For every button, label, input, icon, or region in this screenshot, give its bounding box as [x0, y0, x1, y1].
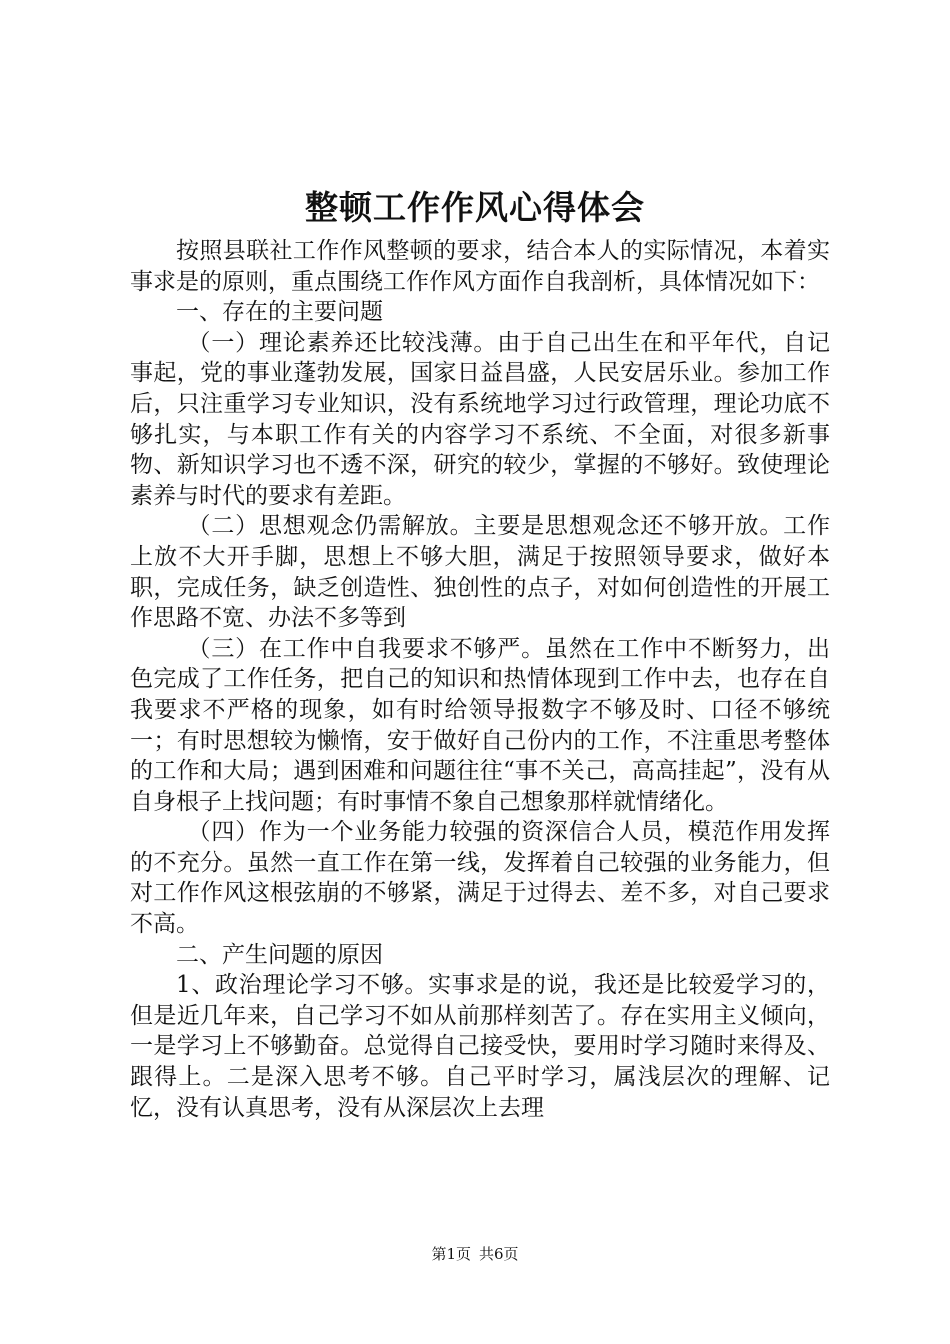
problem-paragraph-1: （一）理论素养还比较浅薄。由于自己出生在和平年代，自记事起，党的事业蓬勃发展，国家日益昌盛，人民安居乐业。参加工作后，只注重学习专业知识，没有系统地学习过行政管理，理论功底不够扎实，与本职工作有关的内容学习不系统、不全面，对很多新事物、新知识学习也不透不深，研究的较少，掌握的不够好。致使理论素养与时代的要求有差距。 [130, 329, 830, 509]
page-number: 第1页 [431, 1245, 471, 1263]
intro-paragraph: 按照县联社工作作风整顿的要求，结合本人的实际情况，本着实事求是的原则，重点围绕工作作风方面作自我剖析，具体情况如下： [130, 238, 830, 295]
problem-paragraph-3: （三）在工作中自我要求不够严。虽然在工作中不断努力，出色完成了工作任务，把自己的知识和热情体现到工作中去，也存在自我要求不严格的现象，如有时给领导报数字不够及时、口径不够统一；有时思想较为懒惰，安于做好自己份内的工作，不注重思考整体的工作和大局；遇到困难和问题往往“事不关己，高高挂起”，没有从自身根子上找问题；有时事情不象自己想象那样就情绪化。 [130, 635, 830, 815]
page-total: 共6页 [479, 1245, 519, 1263]
document-body [130, 236, 830, 1123]
cause-paragraph-1: 1、政治理论学习不够。实事求是的说，我还是比较爱学习的，但是近几年来，自己学习不如从前那样刻苦了。存在实用主义倾向，一是学习上不够勤奋。总觉得自己接受快，要用时学习随时来得及、跟得上。二是深入思考不够。自己平时学习，属浅层次的理解、记忆，没有认真思考，没有从深层次上去理 [130, 972, 830, 1121]
problem-paragraph-2: （二）思想观念仍需解放。主要是思想观念还不够开放。工作上放不大开手脚，思想上不够大胆，满足于按照领导要求，做好本职，完成任务，缺乏创造性、独创性的点子，对如何创造性的开展工作思路不宽、办法不多等到 [130, 513, 830, 632]
section-heading-causes: 二、产生问题的原因 [176, 941, 383, 968]
problem-paragraph-4: （四）作为一个业务能力较强的资深信合人员，模范作用发挥的不充分。虽然一直工作在第一线，发挥着自己较强的业务能力，但对工作作风这根弦崩的不够紧，满足于过得去、差不多，对自己要求不高。 [130, 819, 830, 938]
section-heading-problems: 一、存在的主要问题 [176, 299, 383, 326]
page-footer [0, 1244, 950, 1264]
document-title: 整顿工作作风心得体会 [305, 188, 645, 227]
